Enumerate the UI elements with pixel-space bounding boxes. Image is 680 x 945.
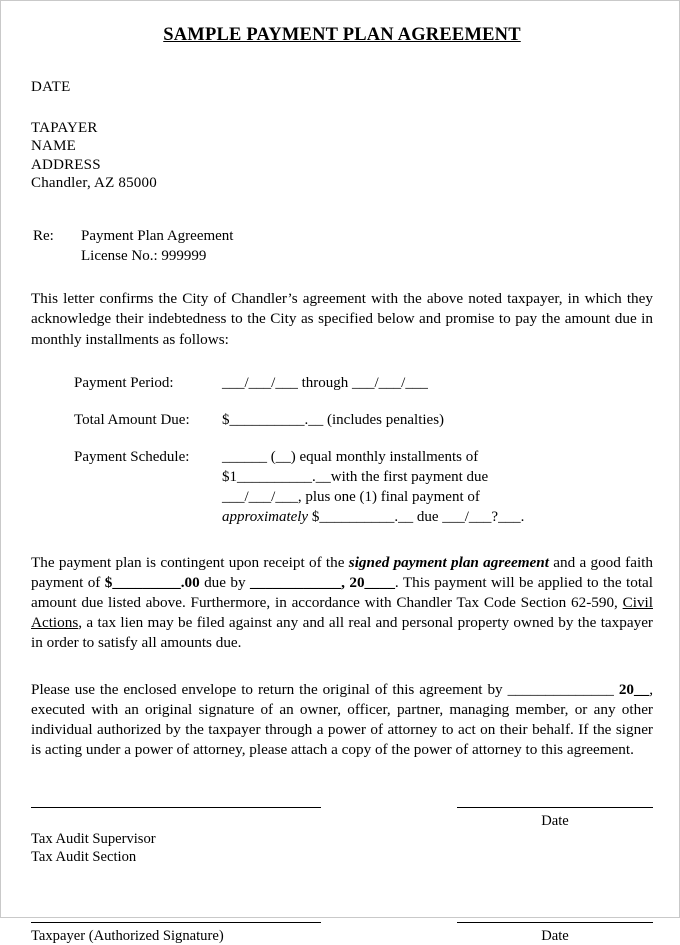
contingency-emphasis-1: signed payment plan agreement [348,553,549,571]
term-value: ___/___/___ through ___/___/___ [222,374,428,391]
terms-list [31,374,653,528]
signature-block-taxpayer [31,922,653,945]
term-value: ______ (__) equal monthly installments of [222,448,479,465]
term-value-group [222,448,653,528]
term-total-amount-due [74,411,653,431]
contingency-part-2: and a good faith payment of [31,553,653,591]
contingency-part-3: due by [199,573,251,591]
date-caption: Date [541,928,569,945]
re-block [31,226,653,267]
contingency-paragraph [31,553,653,654]
contingency-part-1: The payment plan is contingent upon receipt of the [31,553,349,571]
taxpayer-date-field[interactable] [457,922,653,945]
address-line-4: Chandler, AZ 85000 [31,175,157,192]
re-license: License No.: 999999 [81,248,207,264]
approximately-word: approximately [222,508,309,525]
signature-line [31,922,321,923]
supervisor-date-field[interactable] [457,807,653,830]
re-label: Re: [33,227,54,244]
address-line-3: ADDRESS [31,156,101,173]
page-title: SAMPLE PAYMENT PLAN AGREEMENT [163,25,521,45]
re-subject: Payment Plan Agreement [81,227,234,244]
date-line [457,807,653,808]
contingency-part-5: , a tax lien may be filed against any and all real and personal property owned by the taxpayer in order to satisfy all amounts due. [31,614,653,652]
approximately-rest: $__________.__ due ___/___?___. [308,508,525,525]
return-instructions-paragraph [31,680,653,761]
date-label: DATE [31,79,71,95]
taxpayer-caption: Taxpayer (Authorized Signature) [31,928,224,945]
date-caption: Date [541,812,569,829]
signature-block-supervisor [31,807,653,867]
taxpayer-signature-field[interactable] [31,922,321,945]
term-value-line-3: ___/___/___, plus one (1) final payment of [222,488,480,505]
supervisor-signature-field[interactable] [31,807,321,830]
contingency-emphasis-4: Civil Actions [31,593,653,632]
term-value-line-2: $1__________.__with the first payment due [222,468,489,485]
supervisor-caption-line-2: Tax Audit Section [31,848,137,865]
term-value-line-4 [222,508,653,528]
intro-paragraph: This letter confirms the City of Chandler’s agreement with the above noted taxpayer, in which they acknowledge their indebtedness to the City as specified below and promise to pay the amount due in monthly installments as follows: [31,290,653,348]
address-line-2: NAME [31,138,76,155]
term-label: Payment Schedule: [74,448,190,465]
date-line [457,922,653,923]
contingency-emphasis-3: ____________, 20____ [250,573,395,591]
recipient-address [31,119,653,193]
contingency-emphasis-2: $_________.00 [104,573,200,591]
term-value: $__________.__ (includes penalties) [222,411,445,428]
return-part-1: Please use the enclosed envelope to return the original of this agreement by ______________ [31,680,619,698]
signature-line [31,807,321,808]
term-label: Total Amount Due: [74,411,190,428]
term-label: Payment Period: [74,374,174,391]
term-payment-schedule [74,448,653,528]
return-part-2: , executed with an original signature of an owner, officer, partner, managing member, or any other individual authorized by the taxpayer through a power of attorney to act on their behalf. If the signer is acting under a power of attorney, please attach a copy of the power of attorney to this agreement. [31,680,653,759]
term-payment-period [74,374,653,394]
supervisor-caption-line-1: Tax Audit Supervisor [31,830,156,847]
address-line-1: TAPAYER [31,120,98,136]
contingency-part-4: . This payment will be applied to the total amount due listed above. Furthermore, in accordance with Chandler Tax Code Section 62-590, [31,573,654,611]
return-emphasis-1: 20__ [618,680,650,698]
